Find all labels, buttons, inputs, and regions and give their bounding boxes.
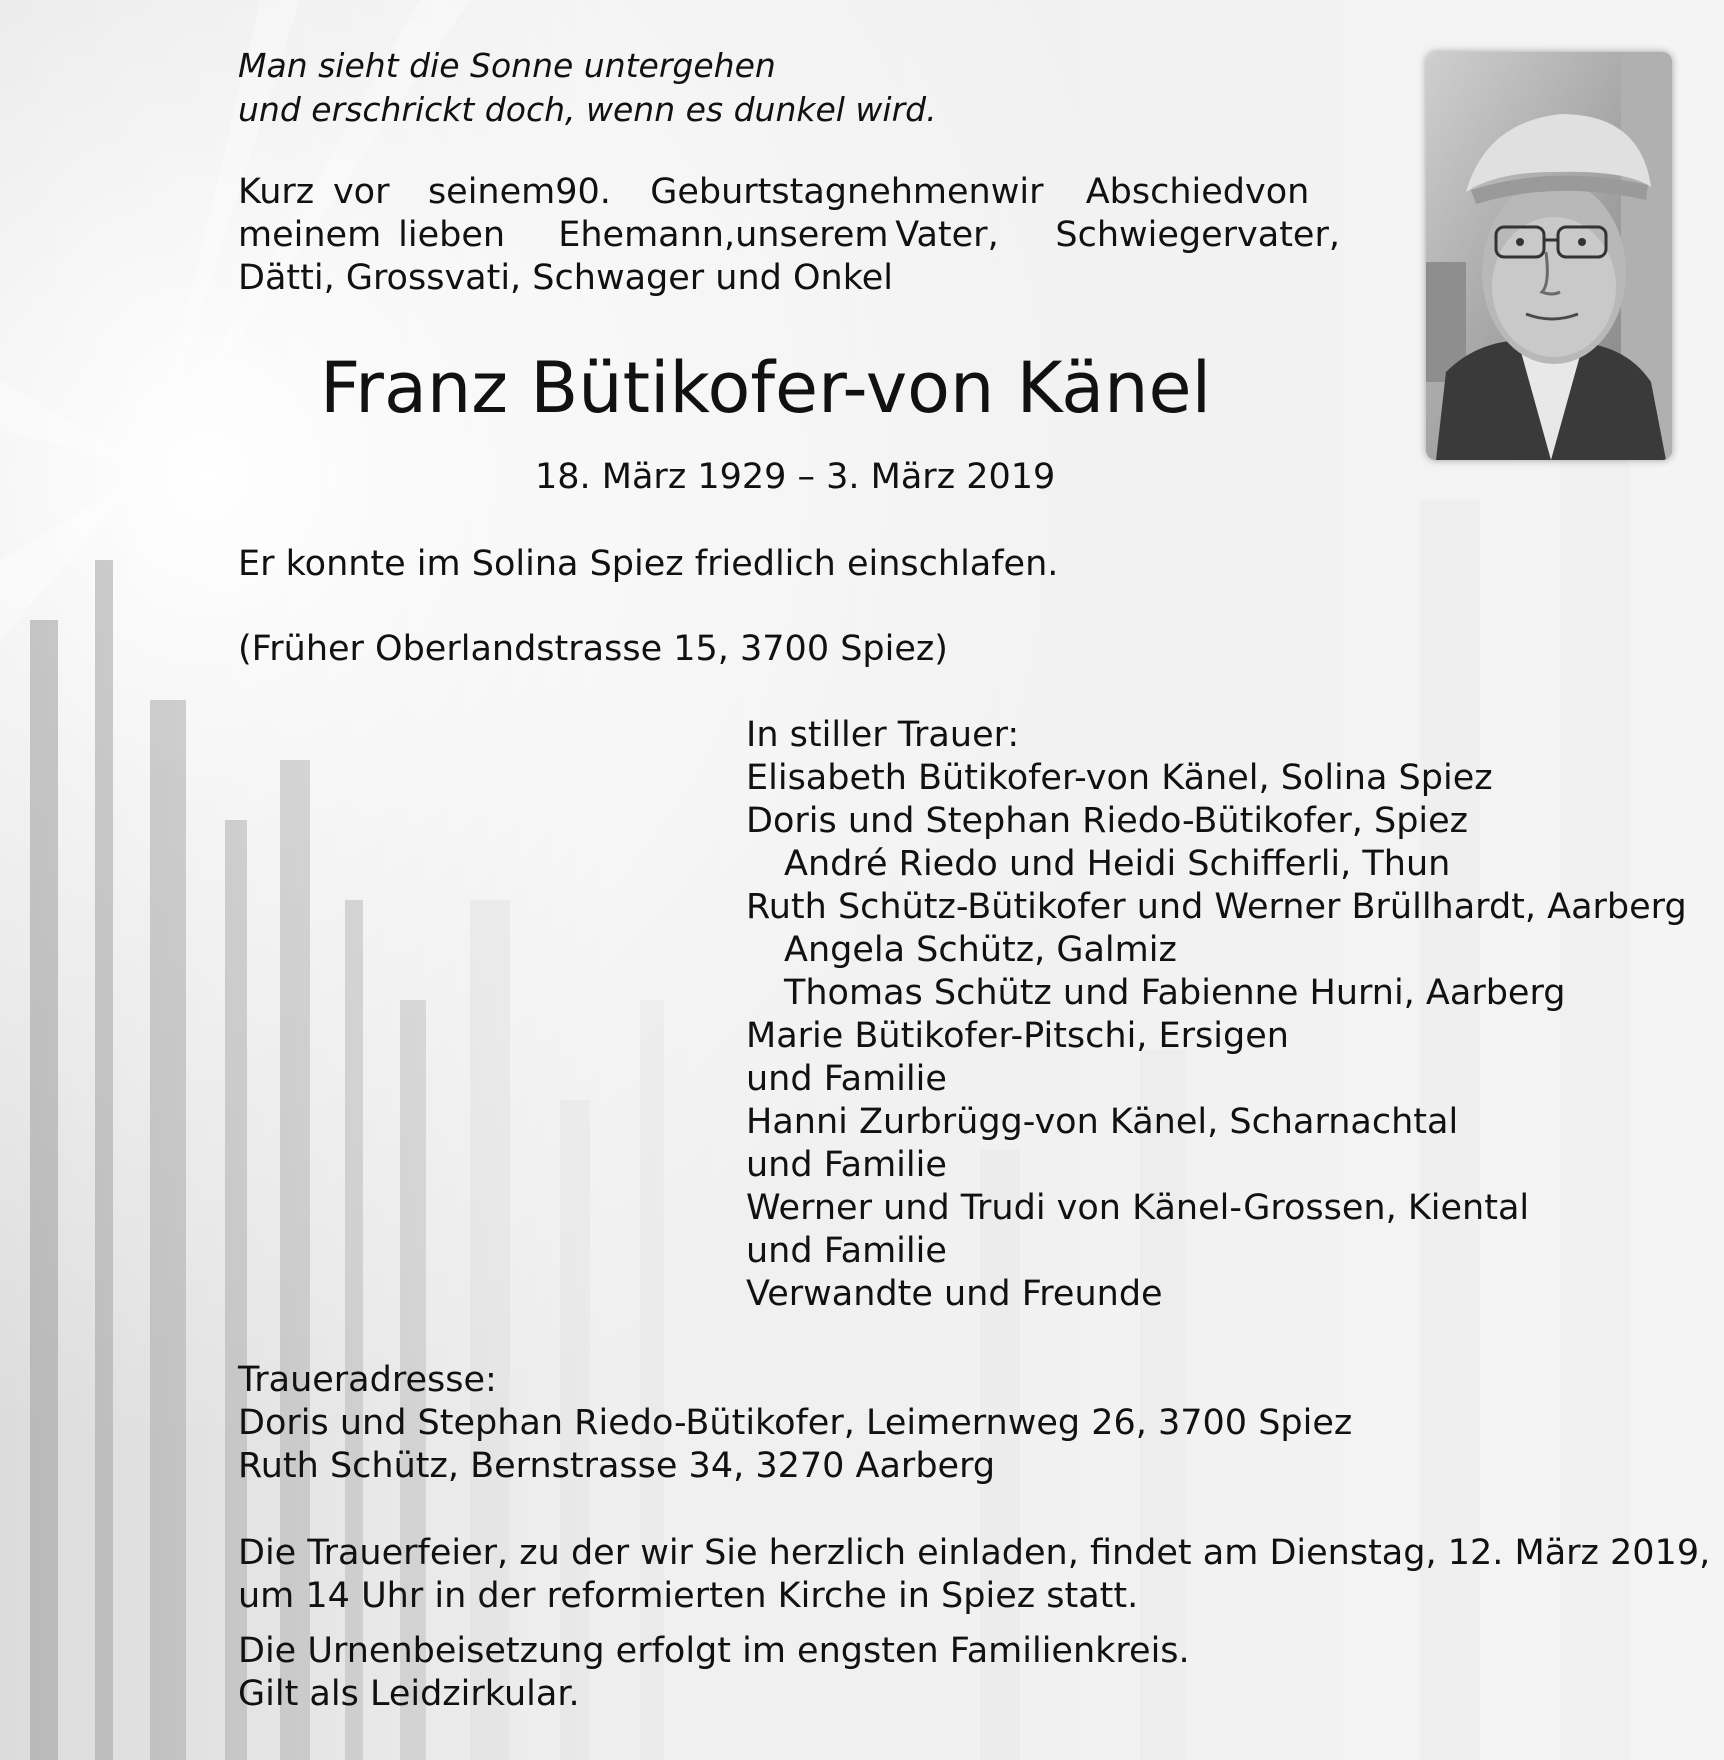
intro-word: Kurz	[238, 172, 315, 212]
intro-line	[238, 171, 1340, 214]
ceremony-line: Die Trauerfeier, zu der wir Sie herzlich einladen, findet am Dienstag, 12. März 2019,	[238, 1533, 1711, 1573]
deceased-name: Franz Bütikofer-von Känel	[320, 347, 1212, 429]
mourner-entry: Ruth Schütz-Bütikofer und Werner Brüllhardt, Aarberg	[746, 887, 1687, 927]
mourning-address-heading: Traueradresse:	[238, 1360, 497, 1400]
mourner-entry: Elisabeth Bütikofer-von Känel, Solina Spiez	[746, 758, 1493, 798]
intro-word: wir	[990, 172, 1044, 212]
intro-word: lieben	[398, 215, 506, 255]
mourner-entry: Hanni Zurbrügg-von Känel, Scharnachtal	[746, 1102, 1459, 1142]
mourner-entry: Angela Schütz, Galmiz	[784, 930, 1177, 970]
portrait-photo	[1426, 52, 1672, 460]
closing-line: Die Urnenbeisetzung erfolgt im engsten Familienkreis.	[238, 1631, 1190, 1671]
intro-word: Abschied	[1085, 172, 1245, 212]
ceremony-info	[238, 1532, 1710, 1618]
mourner-entry: Marie Bütikofer-Pitschi, Ersigen	[746, 1016, 1289, 1056]
life-dates: 18. März 1929 – 3. März 2019	[535, 457, 1056, 497]
mourner-entry: André Riedo und Heidi Schifferli, Thun	[784, 844, 1451, 884]
intro-line	[238, 214, 1340, 257]
intro-word: Ehemann,	[558, 215, 736, 255]
portrait-photo-icon	[1426, 52, 1672, 460]
motto-verse	[238, 44, 937, 132]
former-address: (Früher Oberlandstrasse 15, 3700 Spiez)	[238, 629, 948, 669]
mourner-entry: und Familie	[746, 1059, 947, 1099]
ceremony-line: um 14 Uhr in der reformierten Kirche in Spiez statt.	[238, 1576, 1139, 1616]
intro-word: unserem	[735, 215, 889, 255]
mourner-entry: Doris und Stephan Riedo-Bütikofer, Spiez	[746, 801, 1469, 841]
motto-line: Man sieht die Sonne untergehen	[238, 46, 776, 85]
mourners-heading: In stiller Trauer:	[746, 715, 1020, 755]
mourning-address-line: Ruth Schütz, Bernstrasse 34, 3270 Aarberg	[238, 1446, 996, 1486]
intro-word: seinem	[427, 172, 556, 212]
intro-text	[238, 171, 1340, 300]
closing-line: Gilt als Leidzirkular.	[238, 1674, 580, 1714]
intro-word: nehmen	[847, 172, 991, 212]
mourner-entry: und Familie	[746, 1145, 947, 1185]
mourners-list	[746, 714, 1687, 1316]
motto-line: und erschrickt doch, wenn es dunkel wird.	[238, 90, 937, 129]
closing-note	[238, 1630, 1190, 1716]
peaceful-text: Er konnte im Solina Spiez friedlich einschlafen.	[238, 544, 1059, 584]
intro-word: meinem	[238, 215, 382, 255]
mourner-entry: und Familie	[746, 1231, 947, 1271]
intro-word: Vater,	[895, 215, 999, 255]
intro-word: Geburtstag	[650, 172, 848, 212]
intro-word: vor	[332, 172, 390, 212]
intro-word: von	[1245, 172, 1310, 212]
mourner-entry: Verwandte und Freunde	[746, 1274, 1163, 1314]
intro-word: 90.	[555, 172, 611, 212]
mourner-entry: Werner und Trudi von Känel-Grossen, Kiental	[746, 1188, 1530, 1228]
mourner-entry: Thomas Schütz und Fabienne Hurni, Aarberg	[784, 973, 1566, 1013]
intro-line: Dätti, Grossvati, Schwager und Onkel	[238, 258, 894, 298]
mourning-address	[238, 1359, 1352, 1488]
intro-word: Schwiegervater,	[1055, 215, 1340, 255]
mourning-address-line: Doris und Stephan Riedo-Bütikofer, Leimernweg 26, 3700 Spiez	[238, 1403, 1353, 1443]
